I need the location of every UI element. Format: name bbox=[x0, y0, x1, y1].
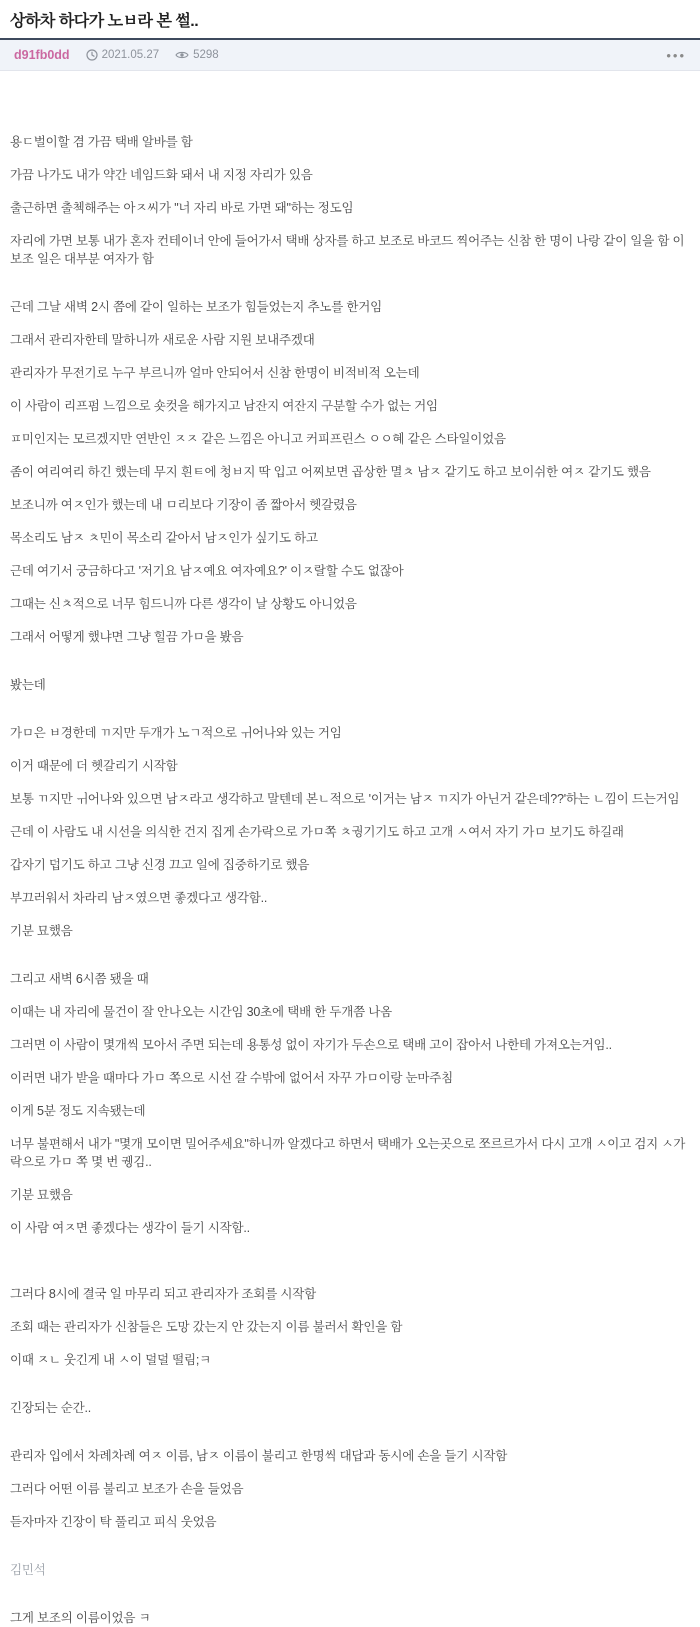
paragraph: 봤는데 bbox=[10, 678, 46, 692]
clock-icon bbox=[86, 49, 98, 61]
paragraph: 용ㄷ벌이할 겸 가끔 택배 알바를 함 bbox=[10, 135, 193, 149]
more-options-icon[interactable]: ••• bbox=[666, 47, 686, 63]
post-date-label: 2021.05.27 bbox=[101, 49, 160, 61]
post-body bbox=[0, 71, 700, 1627]
paragraph: 좀이 여리여리 하긴 했는데 무지 흰ㅌ에 청ㅂ지 딱 입고 어찌보면 곱상한 멸ㅊ 남ㅈ 같기도 하고 보이쉬한 여ㅈ 같기도 했음 bbox=[10, 465, 651, 479]
paragraph: 이때는 내 자리에 물건이 잘 안나오는 시간임 30초에 택배 한 두개쯤 나옴 bbox=[10, 1005, 393, 1019]
post-views-label: 5298 bbox=[193, 49, 219, 61]
paragraph: ㅍ미인지는 모르겠지만 연반인 ㅈㅈ 같은 느낌은 아니고 커피프린스 ㅇㅇ혜 같은 스타일이었음 bbox=[10, 432, 506, 446]
paragraph: 이 사람이 리프펌 느낌으로 숏컷을 해가지고 남잔지 여잔지 구분할 수가 없는 거임 bbox=[10, 399, 438, 413]
paragraph: 기분 묘했음 bbox=[10, 924, 73, 938]
paragraph: 이게 5분 정도 지속됐는데 bbox=[10, 1104, 146, 1118]
paragraph: 관리자가 무전기로 누구 부르니까 얼마 안되어서 신참 한명이 비적비적 오는데 bbox=[10, 366, 420, 380]
paragraph: 기분 묘했음 bbox=[10, 1188, 73, 1202]
paragraph: 가끔 나가도 내가 약간 네임드화 돼서 내 지정 자리가 있음 bbox=[10, 168, 313, 182]
paragraph: 조회 때는 관리자가 신참들은 도망 갔는지 안 갔는지 이름 불러서 확인을 함 bbox=[10, 1320, 403, 1334]
post-date bbox=[86, 49, 160, 61]
post-views bbox=[175, 49, 219, 61]
paragraph: 그게 보조의 이름이었음 ㅋ bbox=[10, 1611, 151, 1625]
page-title: 상하차 하다가 노ㅂ라 본 썰.. bbox=[10, 13, 199, 30]
paragraph: 갑자기 덥기도 하고 그냥 신경 끄고 일에 집중하기로 했음 bbox=[10, 858, 310, 872]
paragraph: 목소리도 남ㅈ ㅊ민이 목소리 같아서 남ㅈ인가 싶기도 하고 bbox=[10, 531, 318, 545]
author-id[interactable]: d91fb0dd bbox=[14, 48, 70, 62]
paragraph: 근데 그날 새벽 2시 쯤에 같이 일하는 보조가 힘들었는지 추노를 한거임 bbox=[10, 300, 382, 314]
paragraph: 보조니까 여ㅈ인가 했는데 내 ㅁ리보다 기장이 좀 짧아서 헷갈렸음 bbox=[10, 498, 357, 512]
post-meta-bar bbox=[0, 38, 700, 71]
paragraph: 관리자 입에서 차례차례 여ㅈ 이름, 남ㅈ 이름이 불리고 한명씩 대답과 동시에 손을 들기 시작함 bbox=[10, 1449, 508, 1463]
paragraph: 근데 이 사람도 내 시선을 의식한 건지 집게 손가락으로 가ㅁ쪽 ㅊ궝기기도 하고 고개 ㅅ여서 자기 가ㅁ 보기도 하길래 bbox=[10, 825, 624, 839]
paragraph: 긴장되는 순간.. bbox=[10, 1401, 92, 1415]
paragraph: 가ㅁ은 ㅂ경한데 ㄲ지만 두개가 노ㄱ적으로 ㅟ어나와 있는 거임 bbox=[10, 726, 342, 740]
paragraph: 이러면 내가 받을 때마다 가ㅁ 쪽으로 시선 갈 수밖에 없어서 자꾸 가ㅁ이랑 눈마주침 bbox=[10, 1071, 454, 1085]
eye-icon bbox=[175, 49, 189, 61]
paragraph: 이거 때문에 더 헷갈리기 시작함 bbox=[10, 759, 178, 773]
paragraph: 출근하면 출첵해주는 아ㅈ씨가 "너 자리 바로 가면 돼"하는 정도임 bbox=[10, 201, 354, 215]
paragraph: 그러면 이 사람이 몇개씩 모아서 주면 되는데 용통성 없이 자기가 두손으로 택배 고이 잡아서 나한테 가져오는거임.. bbox=[10, 1038, 612, 1052]
paragraph: 김민석 bbox=[10, 1563, 46, 1577]
paragraph: 그때는 신ㅊ적으로 너무 힘드니까 다른 생각이 날 상황도 아니었음 bbox=[10, 597, 357, 611]
paragraph: 그러다 어떤 이름 불리고 보조가 손을 들었음 bbox=[10, 1482, 244, 1496]
paragraph: 이때 ㅈㄴ 웃긴게 내 ㅅ이 덜덜 떨림;ㅋ bbox=[10, 1353, 212, 1367]
paragraph: 그러다 8시에 결국 일 마무리 되고 관리자가 조회를 시작함 bbox=[10, 1287, 317, 1301]
paragraph: 듣자마자 긴장이 탁 풀리고 피식 웃었음 bbox=[10, 1515, 217, 1529]
paragraph: 부끄러워서 차라리 남ㅈ였으면 좋겠다고 생각함.. bbox=[10, 891, 268, 905]
paragraph: 이 사람 여ㅈ면 좋겠다는 생각이 들기 시작함.. bbox=[10, 1221, 250, 1235]
paragraph: 너무 불편해서 내가 "몇개 모이면 밀어주세요"하니까 알겠다고 하면서 택배가 오는곳으로 쪼르르가서 다시 고개 ㅅ이고 검지 ㅅ가락으로 가ㅁ 쪽 몇 번 궹김.. bbox=[10, 1137, 686, 1169]
paragraph: 근데 여기서 궁금하다고 '저기요 남ㅈ예요 여자예요?' 이ㅈ랄할 수도 없잖아 bbox=[10, 564, 404, 578]
paragraph: 보통 ㄲ지만 ㅟ어나와 있으면 남ㅈ라고 생각하고 말텐데 본ㄴ적으로 '이거는 남ㅈ ㄲ지가 아닌거 같은데??'하는 ㄴ낌이 드는거임 bbox=[10, 792, 680, 806]
paragraph: 그래서 관리자한테 말하니까 새로운 사람 지원 보내주겠대 bbox=[10, 333, 315, 347]
paragraph: 그리고 새벽 6시쯤 됐을 때 bbox=[10, 972, 149, 986]
paragraph: 자리에 가면 보통 내가 혼자 컨테이너 안에 들어가서 택배 상자를 하고 보조로 바코드 찍어주는 신참 한 명이 나랑 같이 일을 함 이 보조 일은 대부분 여자가 함 bbox=[10, 234, 685, 266]
paragraph: 그래서 어떻게 했냐면 그냥 힐끔 가ㅁ을 봤음 bbox=[10, 630, 244, 644]
